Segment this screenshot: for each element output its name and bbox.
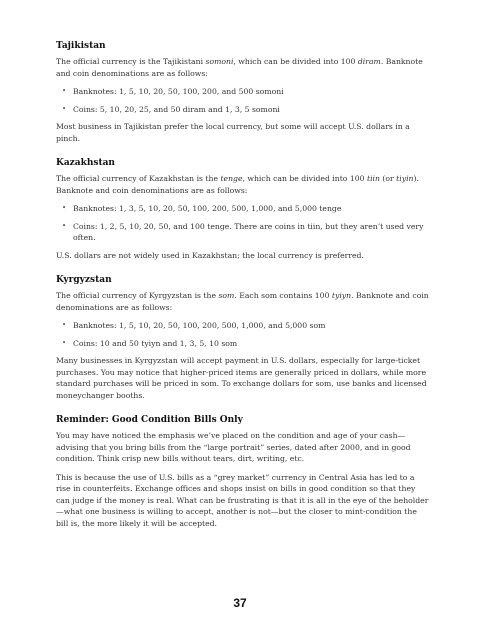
bullet-icon: •	[62, 338, 67, 347]
page-number: 37	[233, 596, 247, 610]
section-kazakhstan	[56, 157, 431, 261]
section-intro: The official currency is the Tajikistani somoni, which can be divided into 100 diram. Banknote and coin denominations are as follows:	[56, 57, 423, 78]
denomination-list	[56, 86, 431, 115]
section-title: Kazakhstan	[56, 158, 115, 168]
section-tajikistan	[56, 40, 431, 144]
list-item: • Coins: 5, 10, 20, 25, and 50 diram and 1, 3, 5 somoni	[62, 104, 280, 114]
section-intro: The official currency of Kazakhstan is the tenge, which can be divided into 100 tiin (or tiyin). Banknote and coin denominations are as follows:	[56, 174, 419, 195]
bullet-icon: •	[62, 104, 67, 113]
list-item: • Coins: 1, 2, 5, 10, 20, 50, and 100 tenge. There are coins in tiin, but they aren’t used very often.	[62, 221, 424, 242]
denomination-list	[56, 203, 431, 244]
section-outro: Most business in Tajikistan prefer the local currency, but some will accept U.S. dollars in a pinch.	[56, 122, 410, 143]
list-item: • Coins: 10 and 50 tyiyn and 1, 3, 5, 10 som	[62, 338, 238, 348]
section-outro: U.S. dollars are not widely used in Kazakhstan; the local currency is preferred.	[56, 250, 364, 260]
section-title: Tajikistan	[56, 41, 106, 51]
reminder-paragraph: You may have noticed the emphasis we’ve placed on the condition and age of your cash—advising that you bring bills from the “large portrait” series, dated after 2000, and in good condition. Think crisp new bills without tears, dirt, writing, etc.	[56, 431, 411, 463]
denomination-list	[56, 320, 431, 349]
section-outro: Many businesses in Kyrgyzstan will accept payment in U.S. dollars, especially for large-ticket purchases. You may notice that higher-priced items are generally priced in dollars, while more standard purchases will be priced in som. To exchange dollars for som, use banks and licensed moneychanger booths.	[56, 356, 427, 400]
section-kyrgyzstan	[56, 274, 431, 401]
page-content	[56, 40, 431, 536]
bullet-icon: •	[62, 87, 67, 95]
list-item: • Banknotes: 1, 3, 5, 10, 20, 50, 100, 200, 500, 1,000, and 5,000 tenge	[62, 204, 342, 213]
bullet-icon: •	[62, 321, 67, 329]
reminder-paragraph: This is because the use of U.S. bills as a “grey market” currency in Central Asia has led to a rise in counterfeits. Exchange offices and shops insist on bills in good condition so that they can judge if the money is real. What can be frustrating is that it is all in the eye of the beholder—what one business is willing to accept, another is not—but the closer to mint-condition the bill is, the more likely it will be accepted.	[56, 472, 429, 528]
list-item: • Banknotes: 1, 5, 10, 20, 50, 100, 200, 500, 1,000, and 5,000 som	[62, 321, 326, 330]
list-item: • Banknotes: 1, 5, 10, 20, 50, 100, 200, and 500 somoni	[62, 87, 284, 96]
section-reminder	[56, 414, 431, 529]
section-title: Reminder: Good Condition Bills Only	[56, 415, 243, 425]
section-intro: The official currency of Kyrgyzstan is the som. Each som contains 100 tyiyn. Banknote and coin denominations are as follows:	[56, 291, 429, 312]
section-title: Kyrgyzstan	[56, 275, 112, 285]
bullet-icon: •	[62, 221, 67, 230]
bullet-icon: •	[62, 204, 67, 212]
